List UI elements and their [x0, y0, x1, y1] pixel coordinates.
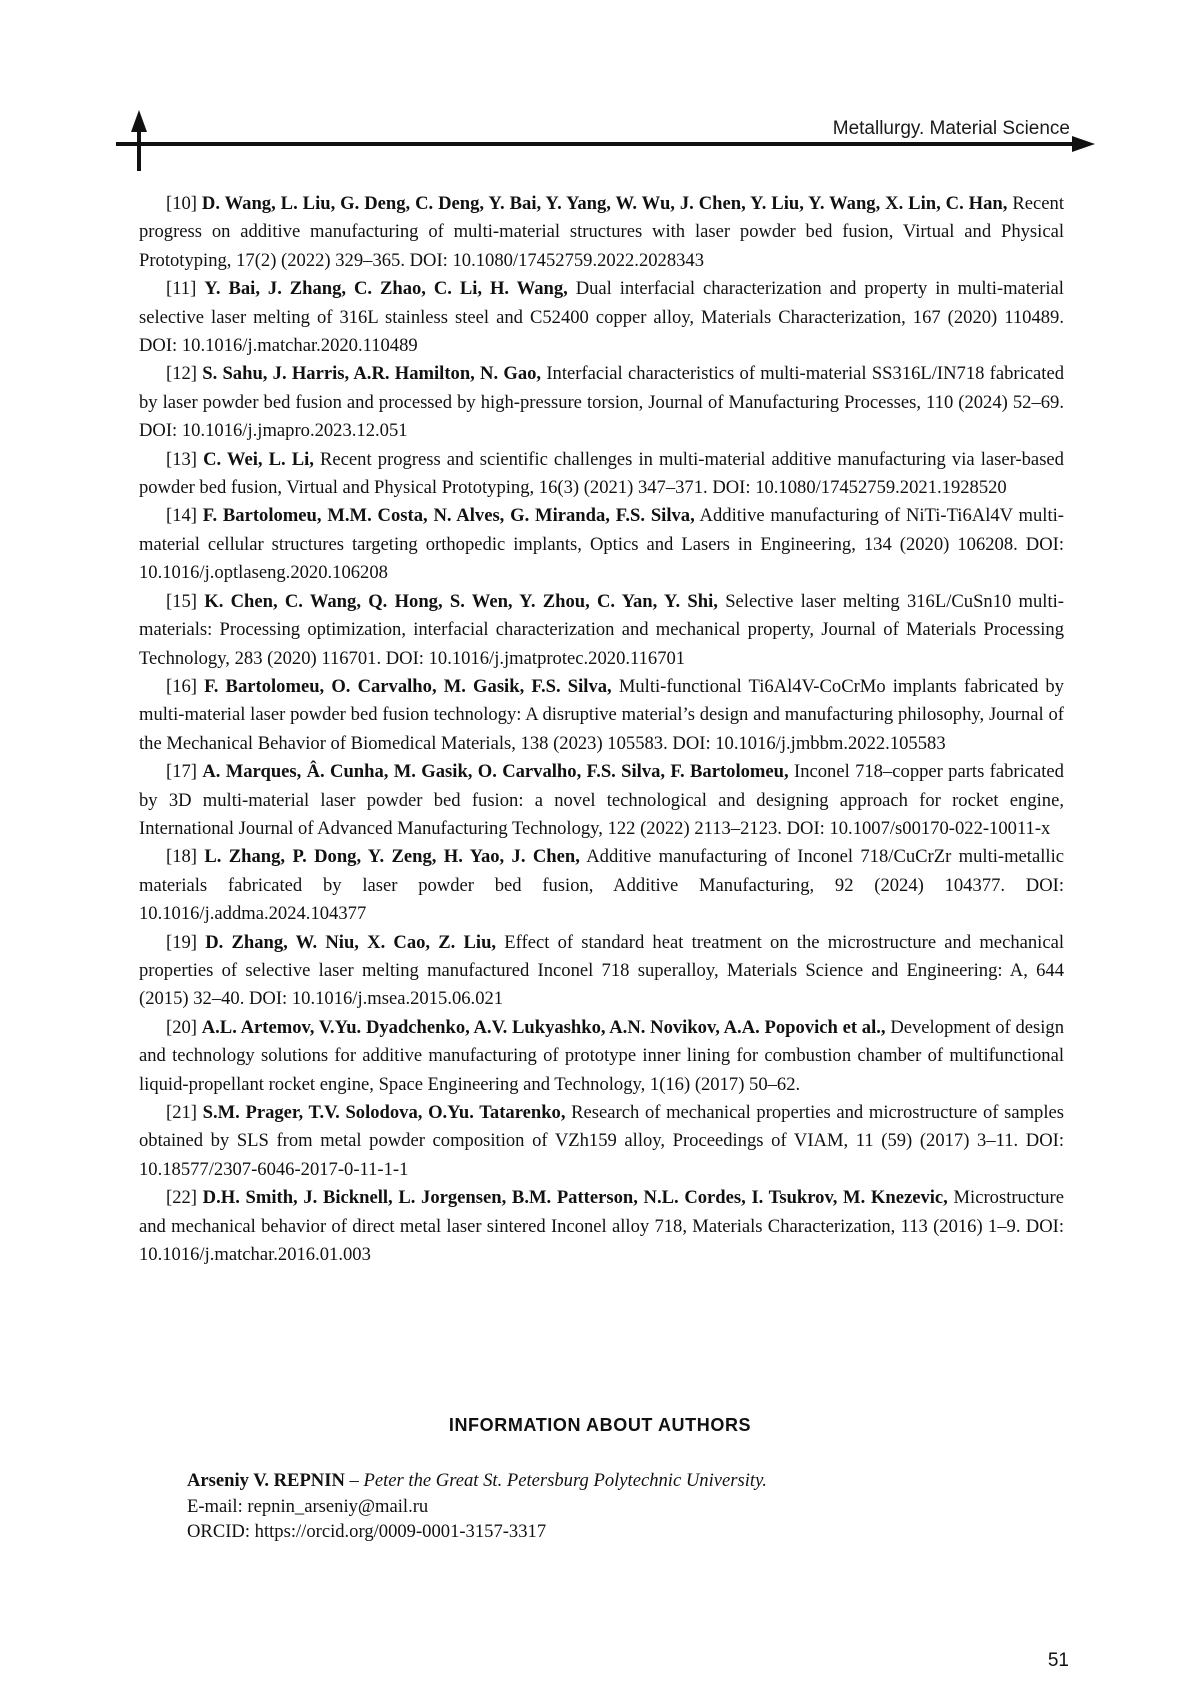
reference-number: [22]	[166, 1187, 197, 1208]
reference-number: [17]	[166, 761, 197, 782]
reference-list	[139, 190, 1064, 1269]
reference-item	[139, 843, 1064, 928]
reference-number: [21]	[166, 1102, 197, 1123]
reference-number: [20]	[166, 1017, 197, 1038]
header-arrow-rule-icon	[0, 0, 1200, 180]
reference-item	[139, 275, 1064, 360]
reference-text: Additive manufacturing of Inconel 718/CuCrZr multi-metallic materials fabricated by laser powder bed fusion, Additive Manufacturing, 92 (2024) 104377. DOI: 10.1016/j.addma.2024.104377	[139, 846, 1064, 924]
author-dash: –	[345, 1470, 364, 1491]
reference-authors: S.M. Prager, T.V. Solodova, O.Yu. Tatarenko,	[203, 1102, 566, 1123]
reference-authors: C. Wei, L. Li,	[203, 449, 314, 470]
reference-text: Multi-functional Ti6Al4V-CoCrMo implants fabricated by multi-material laser powder bed fusion technology: A disruptive material’s design and manufacturing philosophy, Journal of the Mechanical Behavior of Biomedical Materials, 138 (2023) 105583. DOI: 10.1016/j.jmbbm.2022.105583	[139, 676, 1064, 754]
reference-item	[139, 758, 1064, 843]
reference-text: Dual interfacial characterization and property in multi-material selective laser melting of 316L stainless steel and C52400 copper alloy, Materials Characterization, 167 (2020) 110489. DOI: 10.1016/j.matchar.2020.110489	[139, 278, 1064, 356]
reference-number: [10]	[166, 193, 197, 214]
author-info	[187, 1468, 1067, 1545]
reference-text: Recent progress on additive manufacturing of multi-material structures with laser powder bed fusion, Virtual and Physical Prototyping, 17(2) (2022) 329–365. DOI: 10.1080/17452759.2022.2028343	[139, 193, 1064, 271]
reference-item	[139, 360, 1064, 445]
reference-text: Additive manufacturing of NiTi-Ti6Al4V multi-material cellular structures targeting orthopedic implants, Optics and Lasers in Engineering, 134 (2020) 106208. DOI: 10.1016/j.optlaseng.2020.106208	[139, 505, 1064, 583]
reference-text: Selective laser melting 316L/CuSn10 multi-materials: Processing optimization, interfacial characterization and mechanical property, Journal of Materials Processing Technology, 283 (2020) 116701. DOI: 10.1016/j.jmatprotec.2020.116701	[139, 591, 1064, 669]
reference-text: Effect of standard heat treatment on the microstructure and mechanical properties of selective laser melting manufactured Inconel 718 superalloy, Materials Science and Engineering: A, 644 (2015) 32–40. DOI: 10.1016/j.msea.2015.06.021	[139, 932, 1064, 1010]
reference-number: [11]	[166, 278, 196, 299]
author-affiliation: Peter the Great St. Petersburg Polytechnic University.	[364, 1470, 767, 1491]
reference-number: [19]	[166, 932, 197, 953]
author-email: E-mail: repnin_arseniy@mail.ru	[187, 1494, 1067, 1520]
reference-text: Research of mechanical properties and microstructure of samples obtained by SLS from metal powder composition of VZh159 alloy, Proceedings of VIAM, 11 (59) (2017) 3–11. DOI: 10.18577/2307-6046-2017-0-11-1-1	[139, 1102, 1064, 1180]
reference-authors: D.H. Smith, J. Bicknell, L. Jorgensen, B.M. Patterson, N.L. Cordes, I. Tsukrov, M. Knezevic,	[203, 1187, 948, 1208]
reference-text: Inconel 718–copper parts fabricated by 3D multi-material laser powder bed fusion: a novel technological and designing approach for rocket engine, International Journal of Advanced Manufacturing Technology, 122 (2022) 2113–2123. DOI: 10.1007/s00170-022-10011-x	[139, 761, 1064, 839]
reference-authors: D. Wang, L. Liu, G. Deng, C. Deng, Y. Bai, Y. Yang, W. Wu, J. Chen, Y. Liu, Y. Wang, X. Lin, C. Han,	[202, 193, 1008, 214]
reference-item	[139, 502, 1064, 587]
reference-number: [13]	[166, 449, 197, 470]
reference-authors: F. Bartolomeu, M.M. Costa, N. Alves, G. Miranda, F.S. Silva,	[203, 505, 695, 526]
reference-number: [14]	[166, 505, 197, 526]
reference-number: [18]	[166, 846, 197, 867]
author-line	[187, 1468, 1067, 1494]
reference-number: [15]	[166, 591, 197, 612]
reference-authors: Y. Bai, J. Zhang, C. Zhao, C. Li, H. Wang,	[204, 278, 568, 299]
reference-item	[139, 446, 1064, 503]
reference-authors: L. Zhang, P. Dong, Y. Zeng, H. Yao, J. Chen,	[204, 846, 580, 867]
reference-text: Interfacial characteristics of multi-material SS316L/IN718 fabricated by laser powder bed fusion and processed by high-pressure torsion, Journal of Manufacturing Processes, 110 (2024) 52–69. DOI: 10.1016/j.jmapro.2023.12.051	[139, 363, 1064, 441]
reference-authors: F. Bartolomeu, O. Carvalho, M. Gasik, F.S. Silva,	[204, 676, 612, 697]
reference-text: Development of design and technology solutions for additive manufacturing of prototype inner lining for combustion chamber of multifunctional liquid-propellant rocket engine, Space Engineering and Technology, 1(16) (2017) 50–62.	[139, 1017, 1064, 1095]
reference-authors: D. Zhang, W. Niu, X. Cao, Z. Liu,	[205, 932, 496, 953]
reference-text: Microstructure and mechanical behavior of direct metal laser sintered Inconel alloy 718, Materials Characterization, 113 (2016) 1–9. DOI: 10.1016/j.matchar.2016.01.003	[139, 1187, 1064, 1265]
reference-item	[139, 1184, 1064, 1269]
reference-number: [12]	[166, 363, 197, 384]
reference-text: Recent progress and scientific challenges in multi-material additive manufacturing via laser-based powder bed fusion, Virtual and Physical Prototyping, 16(3) (2021) 347–371. DOI: 10.1080/17452759.2021.1928520	[139, 449, 1064, 498]
info-about-authors-heading: INFORMATION ABOUT AUTHORS	[0, 1415, 1200, 1436]
reference-item	[139, 1099, 1064, 1184]
reference-item	[139, 588, 1064, 673]
reference-item	[139, 673, 1064, 758]
running-header	[0, 0, 1200, 180]
reference-authors: S. Sahu, J. Harris, A.R. Hamilton, N. Gao,	[202, 363, 541, 384]
page-number: 51	[1048, 1650, 1069, 1672]
reference-number: [16]	[166, 676, 197, 697]
author-orcid: ORCID: https://orcid.org/0009-0001-3157-3317	[187, 1519, 1067, 1545]
reference-authors: A.L. Artemov, V.Yu. Dyadchenko, A.V. Lukyashko, A.N. Novikov, A.A. Popovich et al.,	[202, 1017, 886, 1038]
author-name: Arseniy V. REPNIN	[187, 1470, 345, 1491]
reference-item	[139, 929, 1064, 1014]
reference-authors: A. Marques, Â. Cunha, M. Gasik, O. Carvalho, F.S. Silva, F. Bartolomeu,	[202, 761, 788, 782]
reference-authors: K. Chen, C. Wang, Q. Hong, S. Wen, Y. Zhou, C. Yan, Y. Shi,	[204, 591, 718, 612]
reference-item	[139, 190, 1064, 275]
section-label: Metallurgy. Material Science	[833, 118, 1070, 140]
reference-item	[139, 1014, 1064, 1099]
